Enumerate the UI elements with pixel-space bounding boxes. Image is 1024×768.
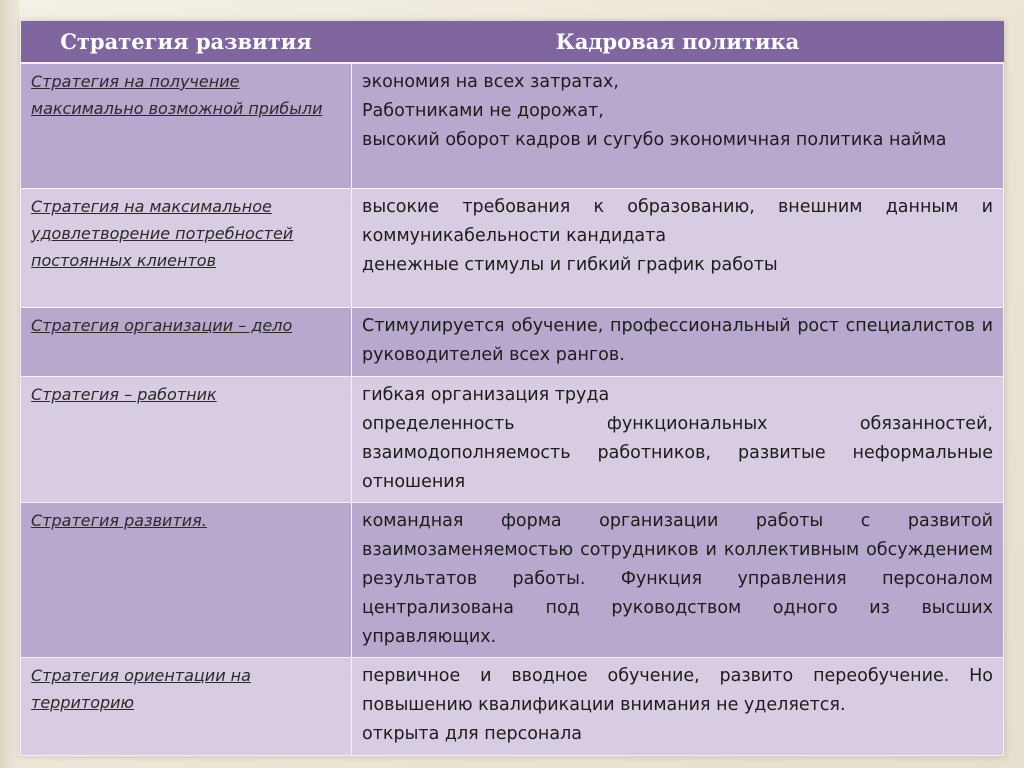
table-row <box>21 657 1004 756</box>
page-edge-shadow <box>0 0 20 768</box>
header-policy: Кадровая политика <box>352 21 1004 63</box>
strategy-policy-table <box>20 21 1004 756</box>
strategy-link[interactable]: Стратегия на максимальное удовлетворение потребностей постоянных клиентов <box>31 196 294 270</box>
strategy-link[interactable]: Стратегия – работник <box>31 384 217 404</box>
strategy-link[interactable]: Стратегия на получение максимально возможной прибыли <box>31 72 323 118</box>
policy-line: определенность функциональных обязанностей, взаимодополняемость работников, развитые неформальные отношения <box>362 413 993 492</box>
strategy-cell <box>21 502 352 657</box>
table-row <box>21 502 1004 657</box>
table-row <box>21 307 1004 376</box>
strategy-cell <box>21 63 352 188</box>
policy-line: командная форма организации работы с развитой взаимозаменяемостью сотрудников и коллективным обсуждением результатов работы. Функция управления персоналом централизована под руководством одного из высших управляющих. <box>362 510 993 647</box>
strategy-cell <box>21 307 352 376</box>
strategy-link[interactable]: Стратегия организации – дело <box>31 315 293 335</box>
policy-cell <box>352 307 1004 376</box>
policy-cell <box>352 188 1004 307</box>
policy-line: первичное и вводное обучение, развито переобучение. Но повышению квалификации внимания не уделяется. <box>362 665 993 715</box>
strategy-cell <box>21 376 352 502</box>
table-header-row <box>21 21 1004 63</box>
strategy-cell <box>21 188 352 307</box>
policy-line: Работниками не дорожат, <box>362 101 604 121</box>
header-strategy: Стратегия развития <box>21 21 352 63</box>
policy-line: гибкая организация труда <box>362 384 610 405</box>
strategy-link[interactable]: Стратегия развития. <box>31 510 207 530</box>
policy-line: высокие требования к образованию, внешним данным и коммуникабельности кандидата <box>362 196 993 246</box>
strategy-link[interactable]: Стратегия ориентации на территорию <box>31 665 251 712</box>
policy-line: высокий оборот кадров и сугубо экономичная политика найма <box>362 130 947 150</box>
policy-line: денежные стимулы и гибкий график работы <box>362 254 778 275</box>
policy-cell <box>352 63 1004 188</box>
policy-line: экономия на всех затратах, <box>362 72 619 92</box>
policy-line: Стимулируется обучение, профессиональный рост специалистов и руководителей всех рангов. <box>362 315 993 365</box>
table-row <box>21 63 1004 188</box>
policy-cell <box>352 657 1004 756</box>
policy-line: открыта для персонала <box>362 723 582 744</box>
policy-cell <box>352 376 1004 502</box>
table-row <box>21 376 1004 502</box>
table-row <box>21 188 1004 307</box>
policy-cell <box>352 502 1004 657</box>
strategy-cell <box>21 657 352 756</box>
